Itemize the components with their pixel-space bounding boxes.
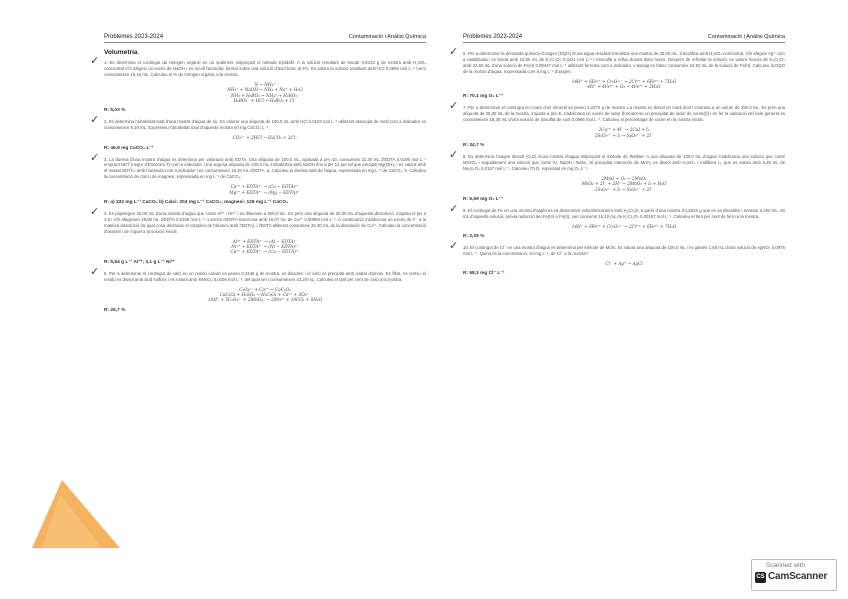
equation-line: Ni²⁺ + EDTA⁴⁻ → (Ni − EDTA)²⁻ (231, 244, 299, 250)
equation-line: NH₃ + H₃BO₃ → NH₄⁺ + H₂BO₃⁻ (230, 92, 300, 98)
equation-line: 14H⁺ + 6Fe²⁺ + Cr₂O₇²⁻ → 2Cr³⁺ + 6Fe³⁺ + 7H₂O (571, 78, 677, 84)
left-page (90, 34, 426, 319)
problem-10 (449, 239, 785, 277)
right-header-subject: Contaminació i Anàlisi Química (707, 34, 785, 40)
equation-block (463, 176, 785, 192)
problem-3 (90, 150, 426, 205)
equation-block (104, 287, 426, 303)
problem-4 (90, 205, 426, 265)
equation-line: N → NH₄⁺ (254, 81, 276, 87)
problem-text: 3. La duresa d'una mostra d'aigua es determina per valoració amb EDTA. Una alíquota de 100,0 mL, ajustada a pH=10, consumeix 31,30 mL d'EDTA 0,0106 mol L⁻¹ emprant NET (negre d'Eriocrom T) com a indicador. Una segona alíquota de 100,0 mL s'alcalinitza amb NaOH fins a pH 12 per tal que precipiti Mg(OH)₂ i es valora amb el mateix EDTA i amb murexida com a indicador i es consumeixen 19,20 mL d'EDTA. a. Calculeu la duresa total de l'aigua, expressada en mg L⁻¹ de CaCO₃. b. Calculeu la concentració de calci i de magnesi, expressada en mg L⁻¹ de CaCO₃. (104, 156, 426, 180)
problem-text: 5. Per a determinar el contingut de calci en un residu calcari es pesen 0,3445 g de mostra, es dissolen i el calci es precipita amb oxalat d'amoni. Es filtra, es renta i el residu es dissol amb àcid sulfúric i es valora amb KMnO₄ 0,0205 mol L⁻¹, del qual se'n consumeixen 43,20 mL. Calculeu el tant per cent de calci a la mostra. (104, 270, 426, 282)
problem-text: 10. El contingut de Cl⁻ en una mostra d'aigua es determina pel mètode de Mohr. Es valora una alíquota de 100,0 mL i es gasten 1,68 mL d'una solució de AgNO₃ 0,0976 mol L⁻¹. Quina és la concentració, en mg L⁻¹, de Cl⁻ a la mostra? (463, 245, 785, 257)
checkmark-icon: ✓ (90, 113, 100, 127)
equation-line: Cl⁻ + Ag⁺ → AgCl (605, 260, 643, 266)
checkmark-icon: ✓ (449, 147, 459, 161)
equation-line: 16H⁺ + 5C₂O₄²⁻ + 2MnO₄⁻ → 2Mn²⁺ + 10CO₂ + 8H₂O (207, 297, 323, 303)
problem-9 (449, 201, 785, 240)
problem-result: R: 2,25 % (463, 234, 485, 240)
problem-result: R: 70,1 mg O₂ L⁻¹ (463, 94, 503, 100)
equation-block (463, 79, 785, 90)
problem-7 (449, 99, 785, 148)
equation-block (104, 184, 426, 195)
equation-block (104, 239, 426, 255)
problem-result: R: 58,1 mg Cl⁻ L⁻¹ (463, 271, 505, 277)
problem-text: 4. Es piipetegen 25,00 mL d'una mostra d'aigua que conté Al³⁺ i Ni²⁺ i es dilueixen a 500,0 mL. Es pren una alíquota de 25,00 mL d'aquesta dissolució, s'ajusta el pH a 4,5 i s'hi afegeixen 25,00 mL d'EDTA 0,0188 mol L⁻¹. L'excés d'EDTA reacciona amb 10,07 mL de Cu²⁺ 0,00993 mol L⁻¹. A continuació s'addiciona un excés de F⁻ a la mateixa dissolució (la qual cosa destrueix el complex de l'alumini amb l'EDTA), i l'EDTA alliberat consumeix 26,30 mL de la dissolució de Cu²⁺. Calculeu la concentració d'alumini i de níquel a la solució inicial. (104, 211, 426, 234)
checkmark-icon: ✓ (449, 45, 459, 58)
equation-line: 2Cu²⁺ + 4I⁻ → 2CuI + I₂ (598, 127, 650, 133)
camscanner-badge (751, 559, 837, 591)
problem-result: R: 46,9 mg CaCO₃ L⁻¹ (104, 145, 154, 151)
equation-line: CO₃²⁻ + 2HCl → H₂CO₃ + 2Cl⁻ (232, 135, 298, 141)
right-page (449, 34, 785, 282)
equation-block (104, 82, 426, 104)
equation-line: Mg²⁺ + EDTA⁴⁻ → (Mg − EDTA)²⁻ (229, 189, 301, 195)
problem-result: R: 6,59 mg O₂ L⁻¹ (463, 196, 503, 202)
equation-line: 2S₂O₃²⁻ + I₂ → S₄O₆²⁻ + 2I⁻ (594, 186, 654, 192)
problem-1 (90, 54, 426, 114)
checkmark-icon: ✓ (90, 264, 100, 278)
problem-text: 2. Es determina l'alcalinitat total d'una mostra d'aigua de riu. En valorar una alíquota de 100,0 mL amb HCl 0,0103 mol L⁻¹ utilitzant ataronjat de metil com a indicador es consumeixen 9,10 mL. Expresseu l'alcalinitat total d'aquesta mostra en mg CaCO₃ L⁻¹. (104, 119, 426, 131)
equation-line: 4H⁺ + 4Fe²⁺ + O₂ → 4Fe³⁺ + 2H₂O (587, 84, 661, 90)
checkmark-icon: ✓ (90, 54, 100, 67)
left-header-course: Problemes 2023-2024 (104, 34, 164, 40)
problem-5 (90, 264, 426, 313)
equation-block (104, 135, 426, 140)
equation-line: Ca²⁺ + EDTA⁴⁻ → (Ca − EDTA)²⁻ (230, 184, 300, 190)
problem-result: R: a) 332 mg L⁻¹ CaCO₃ b) Calci: 204 mg L⁻¹ CaCO₃; magnesi: 128 mg L⁻¹ CaCO₃ (104, 200, 289, 205)
equation-line: 14H⁺ + 6Fe²⁺ + Cr₂O₇²⁻ → 2Cr³⁺ + 6Fe³⁺ + 7H₂O (571, 223, 677, 229)
equation-line: H₂BO₃⁻ + HCl → H₃BO₃ + Cl⁻ (233, 97, 297, 103)
equation-line: C₂O₄²⁻ + Ca²⁺ → CaC₂O₄ (239, 286, 291, 292)
checkmark-icon: ✓ (449, 201, 459, 215)
problem-8 (449, 147, 785, 202)
equation-line: NH₄⁺ + NaOH → NH₃ + Na⁺ + H₂O (227, 87, 303, 93)
equation-line: 2MnO + O₂ → 2MnO₂ (601, 175, 647, 181)
right-problem-list (449, 45, 785, 277)
equation-line: MnO₂ + 2I⁻ + 2H⁺ → 2MnO₂ + I₂ + H₂O (581, 181, 667, 187)
scanned-with-label: Scanned with (766, 562, 806, 569)
checkmark-icon: ✓ (449, 99, 459, 113)
equation-line: 2S₂O₃²⁻ + I₂ → S₄O₆²⁻ + 2I⁻ (594, 132, 654, 138)
equation-line: Cu²⁺ + EDTA⁴⁻ → (Cu − EDTA)²⁻ (230, 249, 300, 255)
problem-text: 9. El contingut de Fe en una mostra d'argila es va determinar volumètricament amb K₂Cr₂O₇ a partir d'una mostra d'1,5023 g que es va dissoldre i enrasar a 200 mL. 50 mL d'aquesta solució, prèvia reducció del Fe(III) a Fe(II), van consumir 15,10 mL de K₂Cr₂O₇ 0,00167 mol L⁻¹. Calculeu el tant per cent de ferro a la mostra. (463, 207, 785, 219)
equation-block (463, 127, 785, 138)
problem-2 (90, 113, 426, 151)
problem-text: 1. Es determina el contingut de nitrogen orgànic en un sediment mitjançant el mètode Kjeldahl. A la solució resultant de tractar 0,5013 g de mostra amb H₂SO₄ concentrat s'hi afegeix un excés de NaOH i es recull l'amoníac format sobre una solució d'àcid bòric al 4%. Es valora la solució resultant amb HCl 0,0992 mol L⁻¹ i se'n consumeixen 18,15 mL. Calculeu el % de nitrogen orgànic a la mostra. (104, 60, 426, 77)
problem-result: R: 34,7 % (463, 142, 485, 148)
equation-line: Al³⁺ + EDTA⁴⁻ → (Al − EDTA)⁻ (232, 238, 298, 244)
problem-text: 7. Per a determinar el contingut en coure d'un mineral es pesen 3,2270 g de mostra. La mostra es dissol en medi àcid i s'enrasa a un volum de 250,0 mL. Es pren una alíquota de 25,00 mL de la mostra, s'ajusta a pH=5, s'addiciona un excés de iodur (formant-se un precipitat de iodur de coure(I)) i en fer la valoració del iode generat es consumeixen 18,25 mL d'una solució de tiosulfat de sodi 0,0966 mol L⁻¹. Calculeu el percentatge de coure en la mostra inicial. (463, 105, 785, 123)
section-title: Volumetria (104, 49, 138, 56)
equation-block (463, 224, 785, 229)
camscanner-logo-icon: CS (755, 572, 766, 583)
orange-stain-image (32, 480, 120, 548)
problem-text: 8. Es determina l'oxigen dissolt (O.D) d'una mostra d'aigua mitjançant el mètode de Winkler. A una alíquota de 100,0 mL d'aigua s'addiciona una solució que conté MnSO₄ i seguidament una solució que conté KI, NaOH i NaN₃. El precipitat marronós de MnO₂ es dissol amb H₂SO₄ i s'allibera I₂, que es valora amb 5,25 mL de Na₂S₂O₃ 0,0157 mol L⁻¹. Calculeu l'O.D. expressat en mg O₂ L⁻¹. (463, 153, 785, 171)
problem-text: 6. Per a determinar la demanda química d'oxigen (DQO) d'una aigua residual s'analitza una mostra de 25,00 mL, s'acidifica amb H₂SO₄ concentrat, s'hi afegeix Ag⁺ com a catalitzador, es tracta amb 10,00 mL de K₂Cr₂O₇ 0,0421 mol L⁻¹ i s'escalfa a reflux durant dues hores. Després de refredar la solució, es valora l'excés de K₂Cr₂O₇ amb 22,60 mL d'una solució de Fe(II) 0,09447 mol L⁻¹ utilitzant ferroïna com a indicador. L'assaig en blanc consumeix 24,92 mL de la solució de Fe(II). Calculeu la DQO de la mostra d'aigua, expressada com a mg L⁻¹ d'oxigen. (463, 51, 785, 74)
left-problem-list (90, 54, 426, 313)
left-page-header (104, 34, 426, 43)
left-header-subject: Contaminació i Anàlisi Química (348, 34, 426, 40)
checkmark-icon: ✓ (90, 150, 100, 164)
right-header-course: Problemes 2023-2024 (463, 34, 523, 40)
checkmark-icon: ✓ (90, 205, 100, 218)
problem-result: R: 25,7 % (104, 307, 126, 313)
problem-6 (449, 45, 785, 100)
equation-block (463, 261, 785, 266)
checkmark-icon: ✓ (449, 239, 459, 253)
equation-line: CaC₂O₄ + H₂SO₄ → H₂C₂O₄ + Ca²⁺ + SO₄²⁻ (219, 292, 311, 298)
problem-result: R: 5,03 % (104, 108, 126, 114)
right-page-header (463, 34, 785, 43)
camscanner-brand: CamScanner (768, 571, 828, 582)
problem-result: R: 5,64 g L⁻¹ Al³⁺; 3,1 g L⁻¹ Ni²⁺ (104, 259, 175, 265)
